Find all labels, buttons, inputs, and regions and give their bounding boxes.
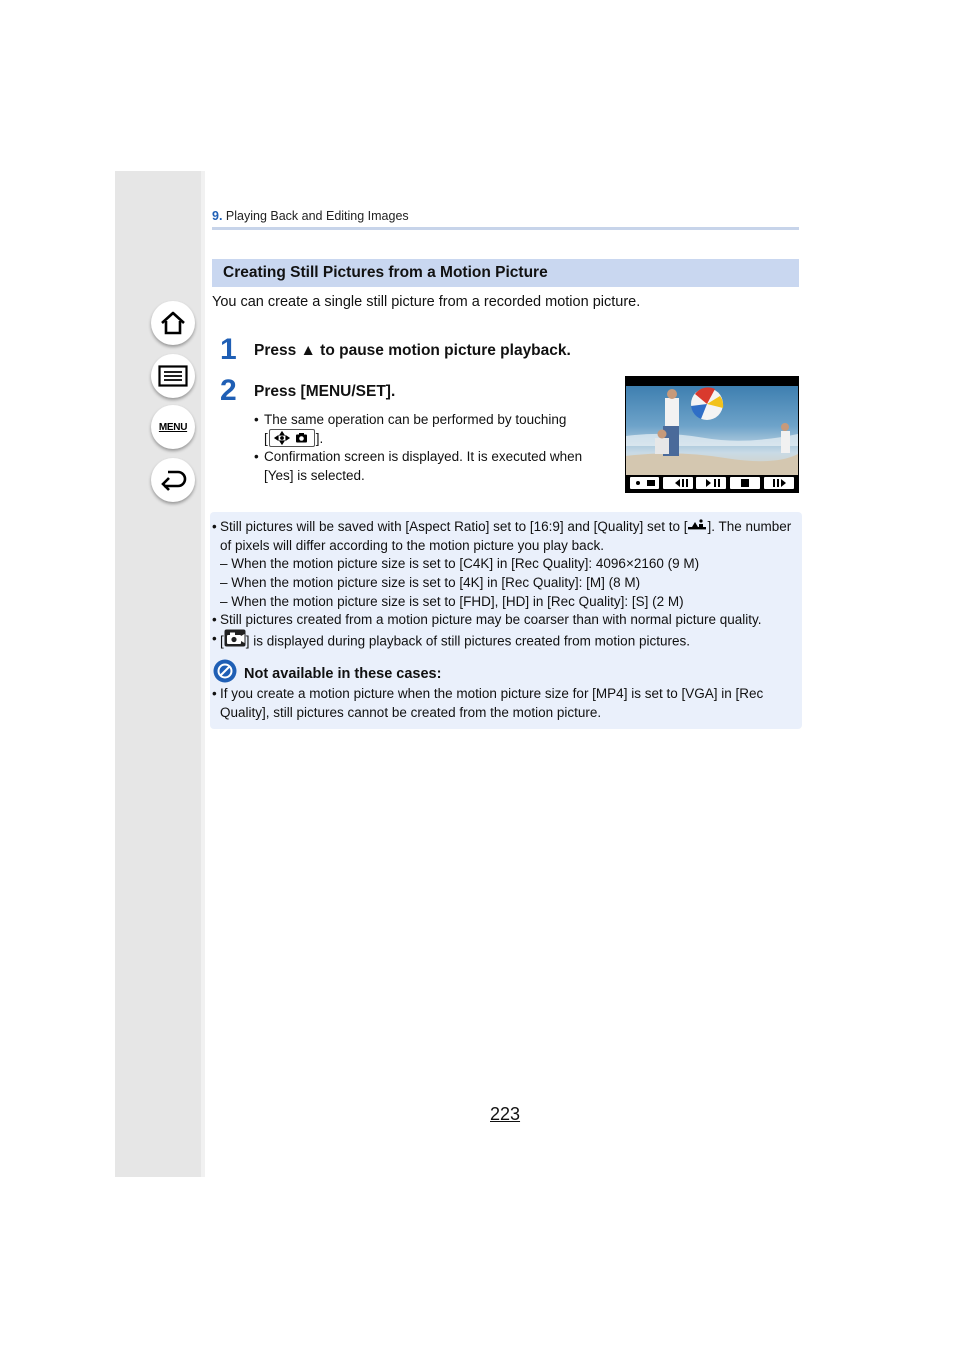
bracket-open: [ <box>220 633 224 649</box>
list-item <box>212 611 802 630</box>
home-icon <box>159 310 187 336</box>
list-item: – When the motion picture size is set to [C4K] in [Rec Quality]: 4096×2160 (9 M) <box>220 556 700 572</box>
list-item <box>254 411 604 448</box>
quality-fine-icon <box>687 517 707 536</box>
step-2-text: Press [MENU/SET]. <box>254 383 396 400</box>
notes-list <box>212 518 802 653</box>
step-2-number: 2 <box>220 374 237 407</box>
header-rule <box>212 227 799 230</box>
list-item: – When the motion picture size is set to [FHD], [HD] in [Rec Quality]: [S] (2 M) <box>220 593 684 609</box>
sidebar-edge <box>201 171 205 1177</box>
menu-label: MENU <box>158 421 188 433</box>
list-item: – When the motion picture size is set to [4K] in [Rec Quality]: [M] (8 M) <box>220 574 641 590</box>
list-item <box>212 685 792 722</box>
page-number: 223 <box>490 1104 521 1124</box>
not-available-title: Not available in these cases: <box>244 665 442 682</box>
playback-screen-image <box>625 376 799 493</box>
note-text: ] is displayed during playback of still pictures created from motion pictures. <box>245 633 690 649</box>
note-text: If you create a motion picture when the motion picture size for [MP4] is set to [VGA] in [Rec Quality], still pictures cannot be created from the motion picture. <box>220 686 764 720</box>
list-item <box>254 448 604 485</box>
not-available-list <box>212 685 792 722</box>
note-text: Still pictures will be saved with [Aspect Ratio] set to [16:9] and [Quality] set to [ <box>220 519 688 534</box>
breadcrumb <box>212 209 409 223</box>
motion-still-icon <box>224 629 246 653</box>
section-title: Creating Still Pictures from a Motion Picture <box>212 259 799 287</box>
note-text: ]. The number of pixels will differ according to the motion picture you play back. <box>220 519 792 553</box>
not-available-header <box>213 659 441 688</box>
list-item <box>212 630 802 654</box>
intro-text: You can create a single still picture from a recorded motion picture. <box>212 294 641 310</box>
bracket-open: [ <box>264 430 268 446</box>
back-button[interactable] <box>151 458 195 502</box>
contents-button[interactable] <box>151 354 195 398</box>
list-item <box>212 518 802 555</box>
bracket-close: ]. <box>315 430 324 446</box>
back-arrow-icon <box>159 468 187 492</box>
step-1-text: Press ▲ to pause motion picture playback. <box>254 342 571 359</box>
step-1-number: 1 <box>220 333 237 366</box>
step-2-bullets <box>254 411 604 485</box>
touch-capture-icon <box>269 429 315 447</box>
list-icon <box>158 365 188 387</box>
bullet-text: Confirmation screen is displayed. It is executed when [Yes] is selected. <box>264 449 583 483</box>
note-text: Still pictures created from a motion picture may be coarser than with normal picture quality. <box>220 612 762 628</box>
chapter-title: Playing Back and Editing Images <box>225 209 409 223</box>
home-button[interactable] <box>151 301 195 345</box>
menu-button[interactable] <box>151 405 195 449</box>
bullet-text: The same operation can be performed by touching <box>264 412 567 427</box>
chapter-number: 9. <box>212 209 223 223</box>
not-available-icon <box>213 659 237 688</box>
